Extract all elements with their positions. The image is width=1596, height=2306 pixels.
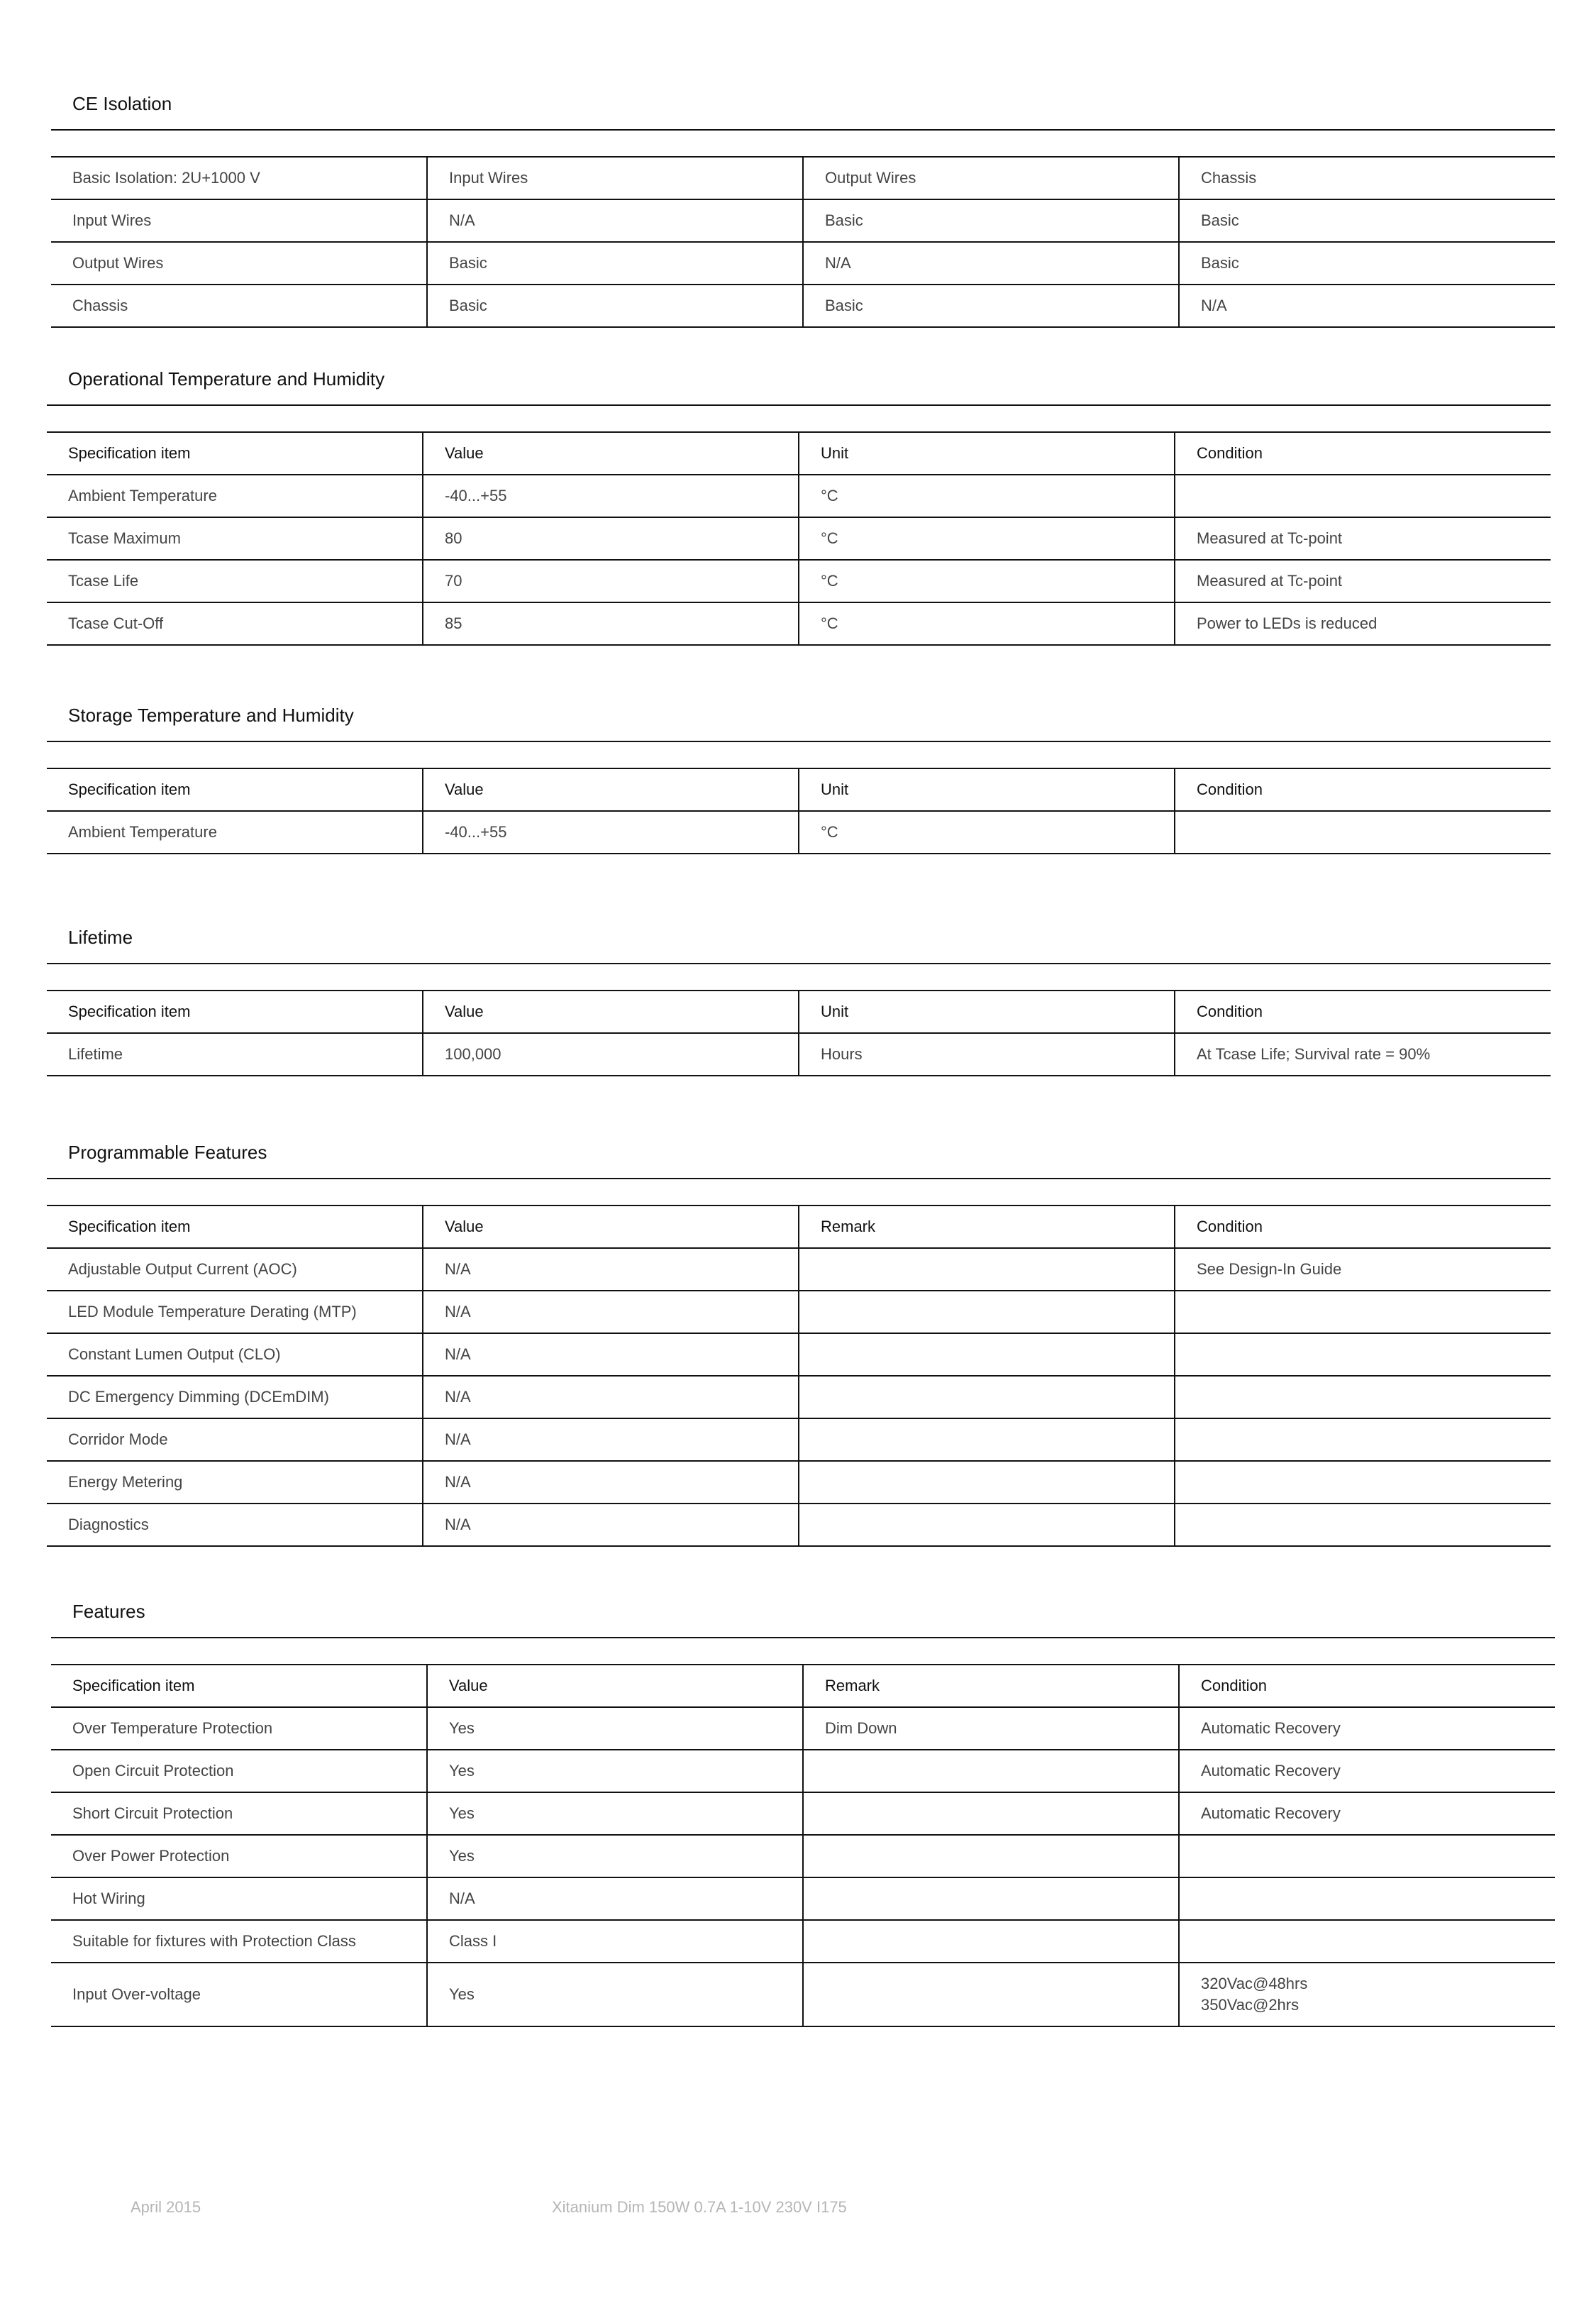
- table-cell: Over Temperature Protection: [51, 1707, 427, 1750]
- column-header: Unit: [799, 768, 1175, 811]
- table-cell: At Tcase Life; Survival rate = 90%: [1175, 1033, 1551, 1076]
- table-row: [51, 1963, 1555, 2026]
- table-cell: N/A: [803, 242, 1179, 285]
- table-row: [51, 1835, 1555, 1877]
- table-cell: [1175, 1418, 1551, 1461]
- table-row: [51, 1877, 1555, 1920]
- section-title: Features: [51, 1599, 1555, 1638]
- table-cell: See Design-In Guide: [1175, 1248, 1551, 1291]
- table-cell: [799, 1461, 1175, 1504]
- table-row: [47, 602, 1551, 645]
- column-header: Value: [423, 1206, 799, 1248]
- table-row: [47, 1291, 1551, 1333]
- table-cell: N/A: [423, 1376, 799, 1418]
- column-header: Remark: [803, 1665, 1179, 1707]
- column-header: Remark: [799, 1206, 1175, 1248]
- table-cell: -40...+55: [423, 475, 799, 517]
- table-row: [51, 199, 1555, 242]
- table-cell: [1179, 1835, 1555, 1877]
- table-cell: [1175, 1376, 1551, 1418]
- table-cell: [1175, 811, 1551, 854]
- table-cell: [1175, 1461, 1551, 1504]
- section-storage-temperature: [47, 702, 1551, 854]
- table-cell: 100,000: [423, 1033, 799, 1076]
- table-cell: Automatic Recovery: [1179, 1792, 1555, 1835]
- table-cell: Chassis: [51, 285, 427, 327]
- table-cell: Short Circuit Protection: [51, 1792, 427, 1835]
- table-cell: [803, 1920, 1179, 1963]
- table-cell: Chassis: [1179, 157, 1555, 199]
- table-cell: Automatic Recovery: [1179, 1750, 1555, 1792]
- table-cell: Adjustable Output Current (AOC): [47, 1248, 423, 1291]
- section-operational-temperature: [47, 366, 1551, 646]
- table-cell: Tcase Life: [47, 560, 423, 602]
- table-cell: N/A: [423, 1248, 799, 1291]
- table-cell: -40...+55: [423, 811, 799, 854]
- table-cell: [799, 1248, 1175, 1291]
- table-cell: Hours: [799, 1033, 1175, 1076]
- column-header: Unit: [799, 991, 1175, 1033]
- table-cell: Input Wires: [51, 199, 427, 242]
- section-title: Storage Temperature and Humidity: [47, 702, 1551, 742]
- table-cell: Dim Down: [803, 1707, 1179, 1750]
- table-row: [47, 560, 1551, 602]
- table-cell: Basic: [427, 285, 803, 327]
- table-cell: [1175, 1291, 1551, 1333]
- table-cell: Measured at Tc-point: [1175, 517, 1551, 560]
- table-cell: Basic: [803, 285, 1179, 327]
- storage-temperature-table: [47, 768, 1551, 854]
- ce-isolation-table: [51, 156, 1555, 328]
- table-cell: N/A: [423, 1461, 799, 1504]
- table-cell: °C: [799, 602, 1175, 645]
- table-header-row: [51, 1665, 1555, 1707]
- table-header-row: [47, 1206, 1551, 1248]
- table-cell: [1175, 1333, 1551, 1376]
- column-header: Value: [423, 432, 799, 475]
- table-row: [47, 1418, 1551, 1461]
- column-header: Value: [423, 768, 799, 811]
- features-table: [51, 1664, 1555, 2027]
- table-cell: Input Over-voltage: [51, 1963, 427, 2026]
- table-cell: Yes: [427, 1750, 803, 1792]
- table-cell: Basic: [1179, 199, 1555, 242]
- table-cell: Yes: [427, 1792, 803, 1835]
- cell-line: 320Vac@48hrs: [1201, 1975, 1308, 1992]
- column-header: Condition: [1179, 1665, 1555, 1707]
- table-row: [51, 1792, 1555, 1835]
- table-cell: Hot Wiring: [51, 1877, 427, 1920]
- section-title: CE Isolation: [51, 91, 1555, 131]
- column-header: Value: [423, 991, 799, 1033]
- column-header: Specification item: [47, 991, 423, 1033]
- column-header: Condition: [1175, 1206, 1551, 1248]
- table-cell: N/A: [423, 1418, 799, 1461]
- column-header: Condition: [1175, 991, 1551, 1033]
- table-row: [47, 1461, 1551, 1504]
- table-cell: Constant Lumen Output (CLO): [47, 1333, 423, 1376]
- table-cell: [1175, 475, 1551, 517]
- table-row: [51, 285, 1555, 327]
- table-cell: [803, 1792, 1179, 1835]
- section-ce-isolation: [51, 91, 1555, 328]
- table-cell: [799, 1376, 1175, 1418]
- table-cell: Power to LEDs is reduced: [1175, 602, 1551, 645]
- table-row: [51, 1920, 1555, 1963]
- table-cell: [1179, 1920, 1555, 1963]
- table-cell: Basic Isolation: 2U+1000 V: [51, 157, 427, 199]
- column-header: Unit: [799, 432, 1175, 475]
- section-lifetime: [47, 925, 1551, 1076]
- table-cell: LED Module Temperature Derating (MTP): [47, 1291, 423, 1333]
- footer-product: Xitanium Dim 150W 0.7A 1-10V 230V I175: [552, 2198, 847, 2216]
- section-title: Programmable Features: [47, 1140, 1551, 1179]
- table-cell: °C: [799, 811, 1175, 854]
- table-cell: [799, 1333, 1175, 1376]
- section-title: Operational Temperature and Humidity: [47, 366, 1551, 406]
- table-cell: Yes: [427, 1963, 803, 2026]
- table-cell: N/A: [1179, 285, 1555, 327]
- table-cell: 70: [423, 560, 799, 602]
- lifetime-table: [47, 990, 1551, 1076]
- section-title: Lifetime: [47, 925, 1551, 964]
- table-cell: Automatic Recovery: [1179, 1707, 1555, 1750]
- table-cell: Suitable for fixtures with Protection Class: [51, 1920, 427, 1963]
- table-cell: Ambient Temperature: [47, 475, 423, 517]
- table-cell: N/A: [427, 1877, 803, 1920]
- table-cell: Lifetime: [47, 1033, 423, 1076]
- table-cell: °C: [799, 560, 1175, 602]
- table-cell: N/A: [427, 199, 803, 242]
- table-cell: 85: [423, 602, 799, 645]
- column-header: Value: [427, 1665, 803, 1707]
- column-header: Condition: [1175, 768, 1551, 811]
- column-header: Specification item: [51, 1665, 427, 1707]
- cell-line: 350Vac@2hrs: [1201, 1996, 1299, 2014]
- table-cell: Basic: [1179, 242, 1555, 285]
- section-programmable-features: [47, 1140, 1551, 1547]
- table-header-row: [47, 432, 1551, 475]
- table-row: [47, 1248, 1551, 1291]
- operational-temperature-table: [47, 431, 1551, 646]
- table-cell: DC Emergency Dimming (DCEmDIM): [47, 1376, 423, 1418]
- table-row: [47, 811, 1551, 854]
- table-cell: Open Circuit Protection: [51, 1750, 427, 1792]
- column-header: Specification item: [47, 1206, 423, 1248]
- table-cell: Yes: [427, 1835, 803, 1877]
- table-cell: Basic: [427, 242, 803, 285]
- footer-date: April 2015: [131, 2198, 201, 2216]
- table-cell: [1179, 1877, 1555, 1920]
- table-cell: Class I: [427, 1920, 803, 1963]
- table-cell: N/A: [423, 1504, 799, 1546]
- table-row: [51, 1707, 1555, 1750]
- table-cell: Input Wires: [427, 157, 803, 199]
- table-cell: N/A: [423, 1291, 799, 1333]
- table-cell: 80: [423, 517, 799, 560]
- table-cell: Tcase Maximum: [47, 517, 423, 560]
- table-cell: [799, 1504, 1175, 1546]
- table-row: [47, 1033, 1551, 1076]
- table-row: [51, 1750, 1555, 1792]
- table-row: [51, 242, 1555, 285]
- table-row: [51, 157, 1555, 199]
- table-cell: [799, 1418, 1175, 1461]
- column-header: Specification item: [47, 768, 423, 811]
- table-cell: [1179, 1963, 1555, 2026]
- table-header-row: [47, 768, 1551, 811]
- column-header: Specification item: [47, 432, 423, 475]
- section-features: [51, 1599, 1555, 2027]
- column-header: Condition: [1175, 432, 1551, 475]
- table-cell: Measured at Tc-point: [1175, 560, 1551, 602]
- table-row: [47, 475, 1551, 517]
- table-cell: [803, 1963, 1179, 2026]
- table-row: [47, 517, 1551, 560]
- table-cell: [803, 1835, 1179, 1877]
- table-row: [47, 1376, 1551, 1418]
- table-cell: N/A: [423, 1333, 799, 1376]
- table-cell: °C: [799, 475, 1175, 517]
- programmable-features-table: [47, 1205, 1551, 1547]
- table-cell: Output Wires: [51, 242, 427, 285]
- table-cell: [1175, 1504, 1551, 1546]
- table-cell: °C: [799, 517, 1175, 560]
- table-cell: Output Wires: [803, 157, 1179, 199]
- table-cell: Energy Metering: [47, 1461, 423, 1504]
- table-cell: Tcase Cut-Off: [47, 602, 423, 645]
- table-cell: [799, 1291, 1175, 1333]
- table-header-row: [47, 991, 1551, 1033]
- table-cell: Corridor Mode: [47, 1418, 423, 1461]
- table-cell: [803, 1750, 1179, 1792]
- table-cell: Ambient Temperature: [47, 811, 423, 854]
- table-row: [47, 1504, 1551, 1546]
- table-cell: Basic: [803, 199, 1179, 242]
- table-row: [47, 1333, 1551, 1376]
- table-cell: Yes: [427, 1707, 803, 1750]
- table-cell: Over Power Protection: [51, 1835, 427, 1877]
- table-cell: [803, 1877, 1179, 1920]
- table-cell: Diagnostics: [47, 1504, 423, 1546]
